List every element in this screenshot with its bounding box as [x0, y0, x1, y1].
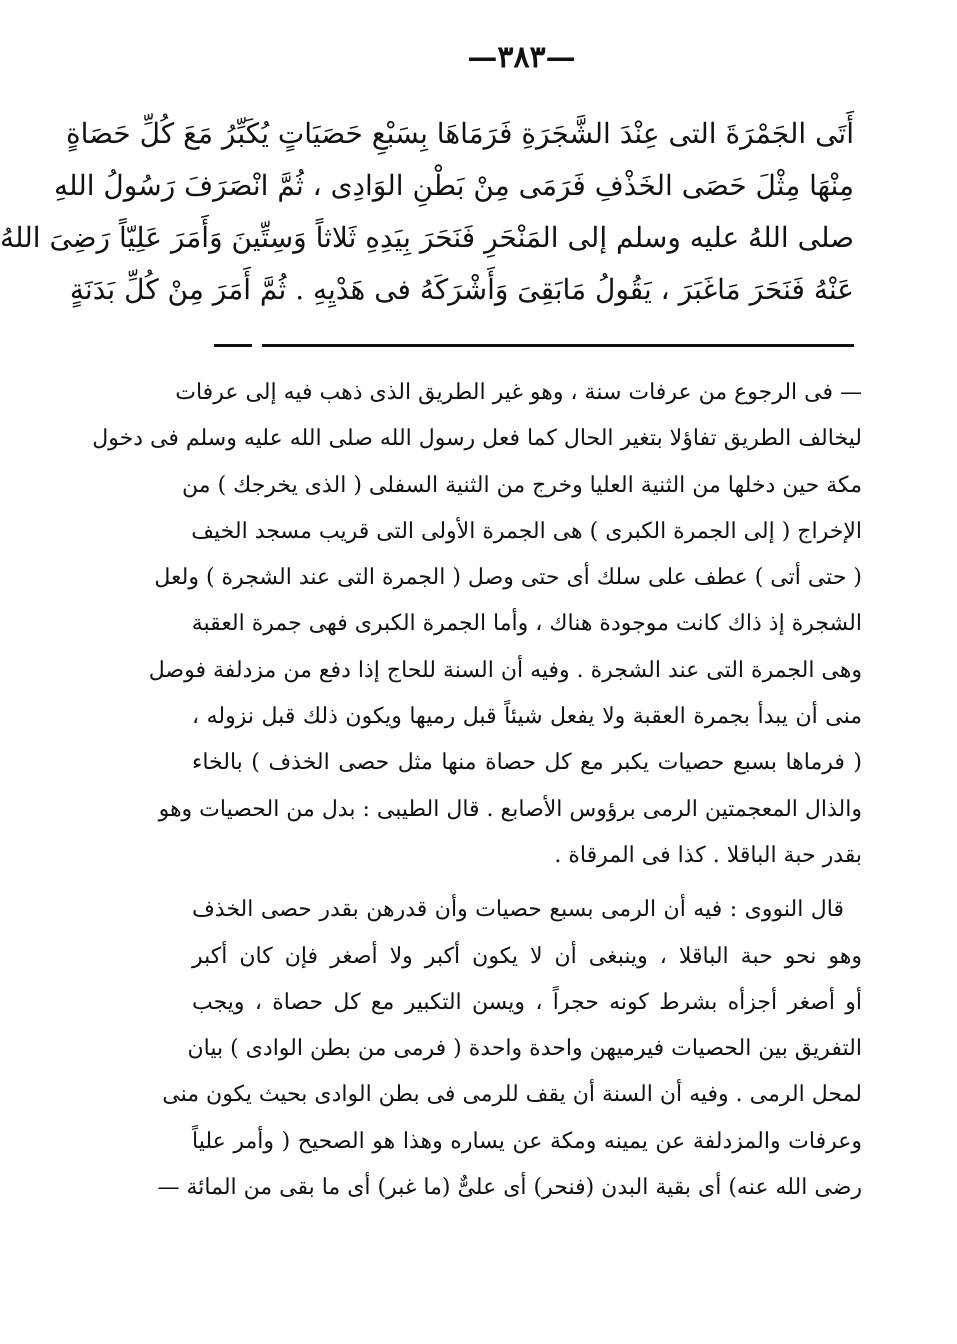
hadith-text [0, 108, 854, 316]
hadith-line: مِنْهَا مِثْلَ حَصَى الخَذْفِ فَرَمَى مِنْ بَطْنِ الوَادِى ، ثُمَّ انْصَرَفَ رَسُولُ اللهِ [53, 169, 854, 202]
commentary-line: وهو نحو حبة الباقلا ، وينبغى أن لا يكون أكبر ولا أصغر فإن كان أكبر [192, 943, 862, 969]
hadith-line: أَتَى الجَمْرَةَ التى عِنْدَ الشَّجَرَةِ فَرَمَاهَا بِسَبْعِ حَصَيَاتٍ يُكَبِّرُ مَعَ كُلِّ حَصَاةٍ [65, 117, 854, 150]
commentary-line: الشجرة إذ ذاك كانت موجودة هناك ، وأما الجمرة الكبرى فهى جمرة العقبة [191, 611, 862, 637]
separator-segment [214, 344, 252, 347]
commentary-text [92, 370, 862, 1211]
commentary-line: ( فرماها بسبع حصيات يكبر مع كل حصاة منها مثل حصى الخذف ) بالخاء [192, 750, 862, 776]
footnote-separator [214, 344, 854, 347]
commentary-line: — فى الرجوع من عرفات سنة ، وهو غير الطريق الذى ذهب فيه إلى عرفات [175, 380, 862, 405]
hadith-line: عَنْهُ فَنَحَرَ مَاغَبَرَ ، يَقُولُ مَابَقِىَ وَأَشْرَكَهُ فى هَدْيِهِ . ثُمَّ أَمَرَ مِنْ كُلِّ بَدَنَةٍ [69, 273, 854, 306]
commentary-line: رضى الله عنه) أى بقية البدن (فنحر) أى علىٌّ (ما غبر) أى ما بقى من المائة — [157, 1175, 862, 1201]
commentary-line: قال النووى : فيه أن الرمى بسبع حصيات وأن قدرهن بقدر حصى الخذف [192, 897, 844, 923]
commentary-line: وهى الجمرة التى عند الشجرة . وفيه أن السنة للحاج إذا دفع من مزدلفة فوصل [148, 657, 862, 683]
paragraph-gap [192, 879, 862, 887]
commentary-line: ليخالف الطريق تفاؤلا بتغير الحال كما فعل رسول الله صلى الله عليه وسلم فى دخول [92, 426, 862, 452]
commentary-line: وعرفات والمزدلفة عن يمينه ومكة عن يساره وهذا هو الصحيح ( وأمر علياً [192, 1128, 862, 1154]
commentary-line: مكة حين دخلها من الثنية العليا وخرج من الثنية السفلى ( الذى يخرجك ) من [182, 472, 862, 498]
commentary-line: أو أصغر أجزأه بشرط كونه حجراً ، ويسن التكبير مع كل حصاة ، ويجب [192, 989, 862, 1015]
commentary-line: ( حتى أتى ) عطف على سلك أى حتى وصل ( الجمرة التى عند الشجرة ) ولعل [154, 565, 862, 591]
page-number: —٣٨٣— [467, 40, 576, 75]
hadith-line: صلى اللهُ عليه وسلم إلى المَنْحَرِ فَنَحَرَ بِيَدِهِ ثَلاثاً وَسِتِّينَ وَأَمَرَ عَلِيّاً رَضِىَ اللهُ [0, 221, 854, 254]
separator-rule [262, 344, 854, 347]
commentary-line: بقدر حبة الباقلا . كذا فى المرقاة . [554, 842, 862, 868]
commentary-line: الإخراج ( إلى الجمرة الكبرى ) هى الجمرة الأولى التى قريب مسجد الخيف [191, 518, 862, 544]
commentary-line: والذال المعجمتين الرمى برؤوس الأصابع . قال الطيبى : بدل من الحصيات وهو [158, 796, 862, 822]
commentary-line: لمحل الرمى . وفيه أن السنة أن يقف للرمى فى بطن الوادى بحيث يكون منى [162, 1082, 862, 1108]
commentary-line: التفريق بين الحصيات فيرميهن واحدة واحدة ( فرمى من بطن الوادى ) بيان [187, 1036, 862, 1062]
commentary-line: منى أن يبدأ بجمرة العقبة ولا يفعل شيئاً قبل رميها ويكون ذلك قبل نزوله ، [192, 704, 862, 730]
